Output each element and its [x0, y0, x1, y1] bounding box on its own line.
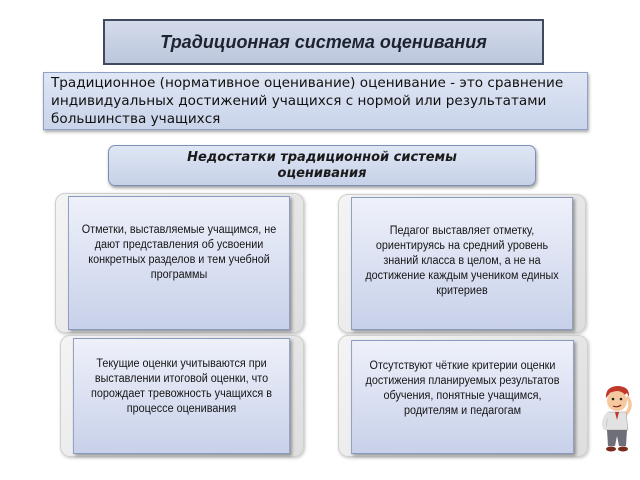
card-teacher-average-level — [351, 197, 573, 330]
card-text: Отметки, выставляемые учащимся, не дают представления об усвоении конкретных разделов и тем учебной программы — [81, 224, 277, 281]
card-grades-no-insight — [68, 196, 290, 330]
title-box — [103, 19, 544, 65]
card-text: Отсутствуют чёткие критерии оценки достижения планируемых результатов обучения, понятные учащимся, родителям и педагогам — [365, 360, 560, 417]
card-current-grades-anxiety — [73, 338, 290, 454]
card-text: Текущие оценки учитываются при выставлении итоговой оценки, что порождает тревожность учащихся в процессе оценивания — [91, 358, 272, 415]
thinking-boy-icon — [597, 384, 637, 456]
subtitle-box: Недостатки традиционной системы оценивания — [108, 145, 536, 186]
card-no-clear-criteria — [351, 340, 574, 454]
definition-box: Традиционное (нормативное оценивание) оценивание - это сравнение индивидуальных достижений учащихся с нормой или результатами большинства учащихся — [43, 72, 588, 130]
card-text: Педагог выставляет отметку, ориентируясь на средний уровень знаний класса в целом, а не на достижение каждым учеником единых критериев — [365, 225, 559, 297]
page-title: Традиционная система оценивания — [160, 31, 487, 52]
